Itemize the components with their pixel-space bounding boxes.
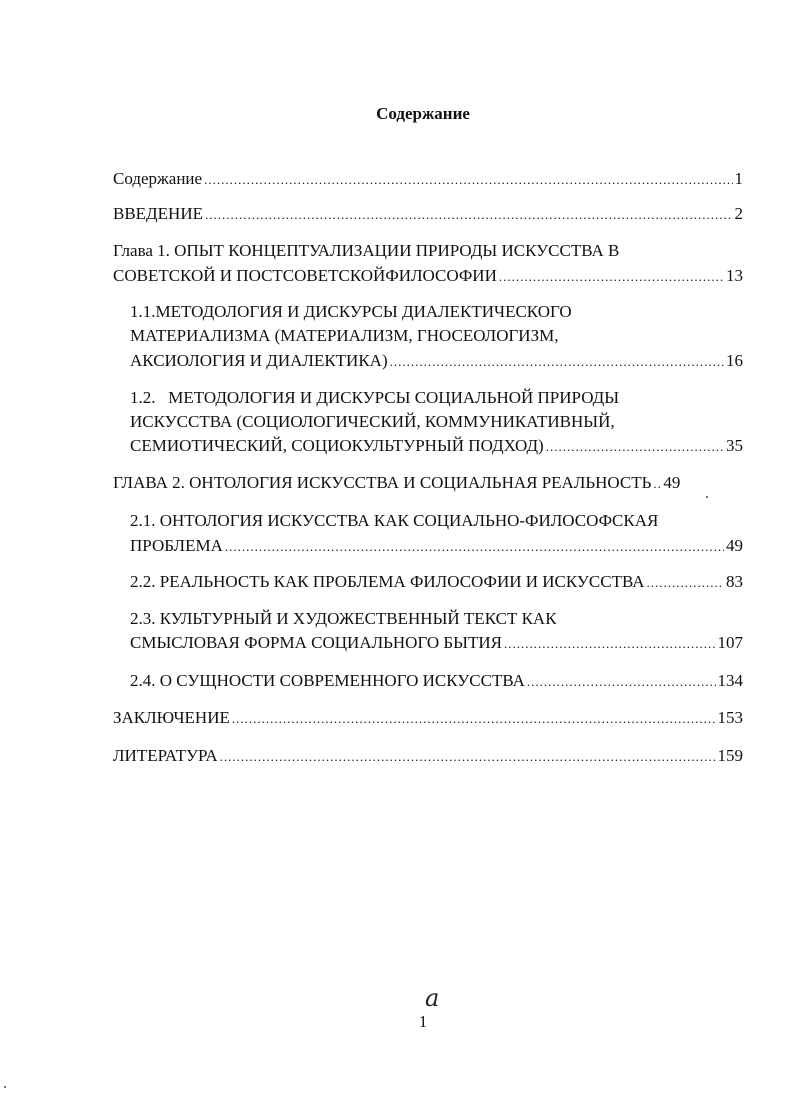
toc-page-number: 49: [663, 473, 681, 492]
toc-entry-2-1-line1[interactable]: 2.1. ОНТОЛОГИЯ ИСКУССТВА КАК СОЦИАЛЬНО-ФИЛОСОФСКАЯ: [130, 511, 659, 530]
toc-entry-1-2-line1[interactable]: 1.2. МЕТОДОЛОГИЯ И ДИСКУРСЫ СОЦИАЛЬНОЙ ПРИРОДЫ: [130, 388, 620, 407]
toc-page-number: 83: [726, 572, 743, 591]
scan-speck: [706, 496, 708, 498]
toc-entry-2-3-line1[interactable]: 2.3. КУЛЬТУРНЫЙ И ХУДОЖЕСТВЕННЫЙ ТЕКСТ КАК: [130, 609, 557, 628]
toc-page-number: 13: [726, 266, 743, 285]
toc-leader-dots: [220, 746, 716, 768]
toc-page-number: 1: [734, 169, 743, 188]
toc-entry-1-2-line2[interactable]: ИСКУССТВА (СОЦИОЛОГИЧЕСКИЙ, КОММУНИКАТИВНЫЙ,: [130, 412, 615, 431]
toc-page-number: 159: [717, 746, 743, 765]
toc-entry-chapter2[interactable]: [113, 472, 743, 495]
toc-entry-label: ЗАКЛЮЧЕНИЕ: [113, 708, 230, 727]
toc-page-number: 107: [717, 633, 743, 652]
toc-leader-dots: [653, 473, 661, 495]
toc-leader-dots: [390, 351, 724, 373]
toc-entry-1-1-line1[interactable]: 1.1.МЕТОДОЛОГИЯ И ДИСКУРСЫ ДИАЛЕКТИЧЕСКОГО: [130, 302, 572, 321]
toc-entry-label: 2.2. РЕАЛЬНОСТЬ КАК ПРОБЛЕМА ФИЛОСОФИИ И ИСКУССТВА: [130, 572, 645, 591]
toc-page-number: 153: [717, 708, 743, 727]
toc-leader-dots: [204, 169, 732, 191]
toc-entry-1-1-line2[interactable]: МАТЕРИАЛИЗМА (МАТЕРИАЛИЗМ, ГНОСЕОЛОГИЗМ,: [130, 326, 559, 345]
toc-leader-dots: [527, 671, 716, 693]
toc-entry-label: СЕМИОТИЧЕСКИЙ, СОЦИОКУЛЬТУРНЫЙ ПОДХОД): [130, 436, 544, 455]
toc-page-number: 35: [726, 436, 743, 455]
toc-entry-chapter1-line1[interactable]: Глава 1. ОПЫТ КОНЦЕПТУАЛИЗАЦИИ ПРИРОДЫ ИСКУССТВА В: [113, 241, 620, 260]
toc-entry-label: 2.4. О СУЩНОСТИ СОВРЕМЕННОГО ИСКУССТВА: [130, 671, 525, 690]
toc-entry-1-1[interactable]: [130, 350, 743, 373]
toc-entry-2-3[interactable]: [130, 632, 743, 655]
toc-entry-introduction[interactable]: [113, 203, 743, 226]
toc-entry-label: ГЛАВА 2. ОНТОЛОГИЯ ИСКУССТВА И СОЦИАЛЬНАЯ РЕАЛЬНОСТЬ: [113, 473, 652, 492]
toc-page-number: 16: [726, 351, 743, 370]
toc-page-number: 2: [734, 204, 743, 223]
toc-leader-dots: [504, 633, 716, 655]
toc-leader-dots: [546, 436, 724, 458]
toc-entry-label: СМЫСЛОВАЯ ФОРМА СОЦИАЛЬНОГО БЫТИЯ: [130, 633, 502, 652]
toc-page-number: 134: [717, 671, 743, 690]
toc-leader-dots: [647, 572, 724, 594]
toc-entry-chapter1[interactable]: [113, 265, 743, 288]
toc-entry-1-2[interactable]: [130, 435, 743, 458]
toc-entry-2-1[interactable]: [130, 535, 743, 558]
toc-entry-contents[interactable]: [113, 168, 743, 191]
toc-entry-literature[interactable]: [113, 745, 743, 768]
toc-entry-conclusion[interactable]: [113, 707, 743, 730]
toc-entry-label: Содержание: [113, 169, 203, 188]
toc-entry-label: ПРОБЛЕМА: [130, 536, 223, 555]
toc-entry-label: ВВЕДЕНИЕ: [113, 204, 203, 223]
page-number: 1: [418, 1012, 428, 1031]
toc-entry-label: АКСИОЛОГИЯ И ДИАЛЕКТИКА): [130, 351, 388, 370]
toc-leader-dots: [225, 536, 724, 558]
toc-entry-label: ЛИТЕРАТУРА: [113, 746, 218, 765]
handwritten-initial: a: [425, 984, 440, 1012]
scan-speck: [4, 1086, 6, 1088]
page-title: Содержание: [376, 104, 470, 123]
toc-leader-dots: [205, 204, 733, 226]
toc-leader-dots: [499, 266, 724, 288]
toc-entry-2-2[interactable]: [130, 571, 743, 594]
toc-leader-dots: [232, 708, 716, 730]
toc-page-number: 49: [726, 536, 743, 555]
toc-entry-label: СОВЕТСКОЙ И ПОСТСОВЕТСКОЙФИЛОСОФИИ: [113, 266, 497, 285]
toc-entry-2-4[interactable]: [130, 670, 743, 693]
